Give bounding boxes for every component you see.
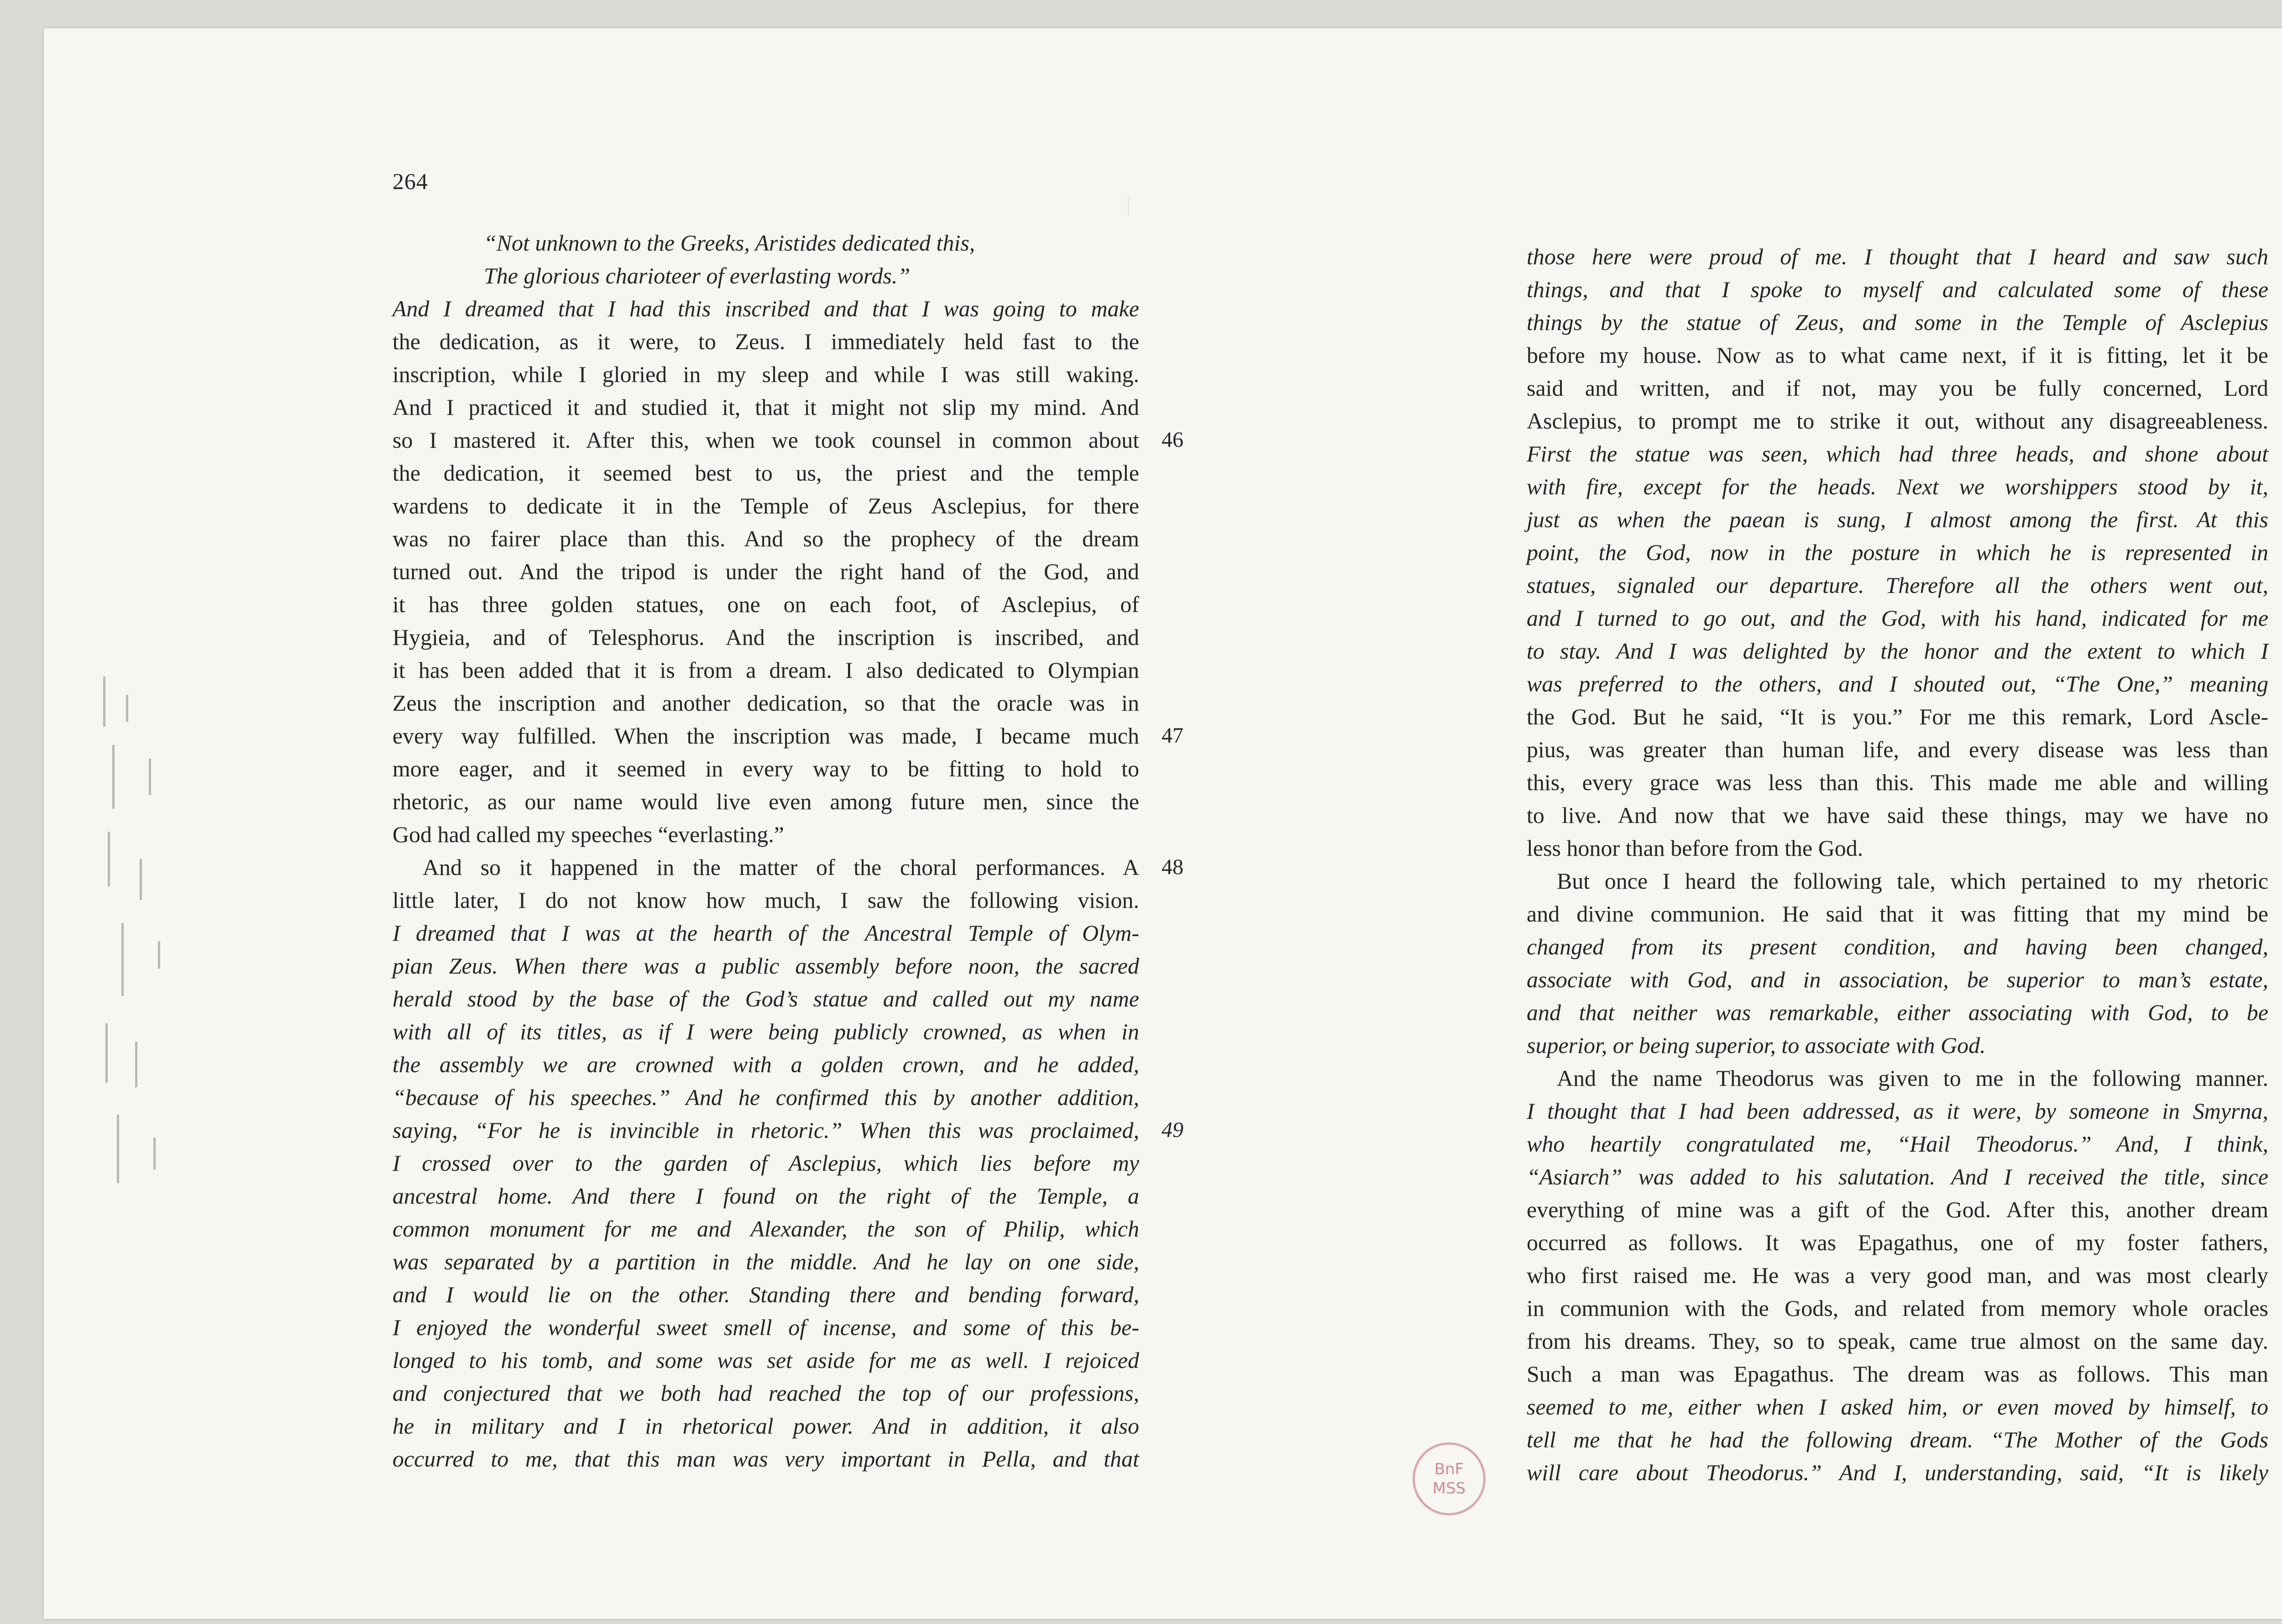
text-line: The glorious charioteer of everlasting words.”: [484, 263, 911, 288]
text-line: less honor than before from the God.: [1527, 835, 1863, 861]
text-line: the dedication, as it were, to Zeus. I immediately held fast to the: [393, 329, 1139, 354]
text-line: the dedication, it seemed best to us, the priest and the temple: [393, 460, 1139, 486]
text-line: things by the statue of Zeus, and some in the Temple of Asclepius: [1527, 309, 2268, 335]
text-line: rhetoric, as our name would live even among future men, since the: [393, 789, 1139, 814]
text-line: and conjectured that we both had reached the top of our professions,: [393, 1380, 1139, 1406]
stamp-line-2: MSS: [1432, 1479, 1466, 1498]
text-line: Such a man was Epagathus. The dream was as follows. This man: [1527, 1361, 2268, 1387]
text-line: Asclepius, to prompt me to strike it out, without any disagreeableness.: [1527, 408, 2268, 434]
left-page-number: 264: [393, 168, 428, 194]
text-line: before my house. Now as to what came next, if it is fitting, let it be: [1527, 342, 2268, 368]
right-page-text: [1527, 240, 2268, 1489]
text-line: I dreamed that I was at the hearth of the Ancestral Temple of Olym-: [393, 920, 1139, 946]
text-line: turned out. And the tripod is under the right hand of the God, and: [393, 559, 1139, 584]
text-line: “Not unknown to the Greeks, Aristides dedicated this,: [484, 230, 975, 256]
text-line: I thought that I had been addressed, as it were, by someone in Smyrna,: [1527, 1098, 2268, 1124]
text-line: everything of mine was a gift of the God. After this, another dream: [1527, 1197, 2268, 1222]
text-line: it has been added that it is from a dream. I also dedicated to Olympian: [393, 657, 1139, 683]
text-line: pian Zeus. When there was a public assembly before noon, the sacred: [393, 953, 1139, 979]
text-line: common monument for me and Alexander, the son of Philip, which: [393, 1216, 1139, 1242]
edge-marks: [94, 667, 185, 1261]
text-line: Hygieia, and of Telesphorus. And the inscription is inscribed, and: [393, 624, 1139, 650]
left-page-text: [393, 226, 1139, 1475]
section-number: 47: [1162, 723, 1183, 748]
text-line: the assembly we are crowned with a golden crown, and he added,: [393, 1052, 1139, 1077]
text-line: God had called my speeches “everlasting.”: [393, 822, 784, 847]
text-line: ancestral home. And there I found on the right of the Temple, a: [393, 1183, 1139, 1209]
text-line: pius, was greater than human life, and every disease was less than: [1527, 737, 2268, 762]
text-line: to live. And now that we have said these things, may we have no: [1527, 802, 2268, 828]
text-line: longed to his tomb, and some was set aside for me as well. I rejoiced: [393, 1347, 1139, 1373]
text-line: will care about Theodorus.” And I, understanding, said, “It is likely: [1527, 1460, 2268, 1485]
text-line: And I dreamed that I had this inscribed and that I was going to make: [393, 296, 1139, 321]
text-line: the God. But he said, “It is you.” For me this remark, Lord Ascle-: [1527, 704, 2268, 729]
text-line: those here were proud of me. I thought that I heard and saw such: [1527, 244, 2268, 269]
text-line: seemed to me, either when I asked him, or even moved by himself, to: [1527, 1394, 2268, 1420]
text-line: every way fulfilled. When the inscription was made, I became much: [393, 723, 1139, 749]
text-line: more eager, and it seemed in every way to be fitting to hold to: [393, 756, 1139, 781]
text-line: just as when the paean is sung, I almost among the first. At this: [1527, 507, 2268, 532]
gutter-rule: [1128, 197, 1129, 215]
text-line: in communion with the Gods, and related from memory whole oracles: [1527, 1295, 2268, 1321]
text-line: it has three golden statues, one on each foot, of Asclepius, of: [393, 592, 1139, 617]
text-line: said and written, and if not, may you be fully concerned, Lord: [1527, 375, 2268, 401]
text-line: “Asiarch” was added to his salutation. And I received the title, since: [1527, 1164, 2268, 1189]
text-line: First the statue was seen, which had three heads, and shone about: [1527, 441, 2268, 466]
text-line: associate with God, and in association, be superior to man’s estate,: [1527, 967, 2268, 992]
text-line: saying, “For he is invincible in rhetoric.” When this was proclaimed,: [393, 1117, 1139, 1143]
section-number: 46: [1162, 428, 1183, 452]
text-line: so I mastered it. After this, when we took counsel in common about: [393, 427, 1139, 453]
text-line: And so it happened in the matter of the choral performances. A: [423, 854, 1139, 880]
text-line: little later, I do not know how much, I saw the following vision.: [393, 887, 1139, 913]
text-line: superior, or being superior, to associate with God.: [1527, 1032, 1986, 1058]
text-line: things, and that I spoke to myself and calculated some of these: [1527, 277, 2268, 302]
text-line: occurred to me, that this man was very important in Pella, and that: [393, 1446, 1139, 1472]
text-line: herald stood by the base of the God’s statue and called out my name: [393, 986, 1139, 1011]
text-line: with all of its titles, as if I were being publicly crowned, as when in: [393, 1019, 1139, 1044]
text-line: this, every grace was less than this. This made me able and willing: [1527, 770, 2268, 795]
section-number: 49: [1162, 1118, 1183, 1142]
text-line: I enjoyed the wonderful sweet smell of incense, and some of this be-: [393, 1315, 1139, 1340]
text-line: changed from its present condition, and having been changed,: [1527, 934, 2268, 959]
text-line: who first raised me. He was a very good man, and was most clearly: [1527, 1263, 2268, 1288]
text-line: with fire, except for the heads. Next we worshippers stood by it,: [1527, 474, 2268, 499]
text-line: and I would lie on the other. Standing there and bending forward,: [393, 1282, 1139, 1307]
text-line: occurred as follows. It was Epagathus, one of my foster fathers,: [1527, 1230, 2268, 1255]
section-number: 48: [1162, 855, 1183, 879]
text-line: inscription, while I gloried in my sleep and while I was still waking.: [393, 361, 1139, 387]
text-line: and I turned to go out, and the God, with his hand, indicated for me: [1527, 605, 2268, 631]
text-line: And I practiced it and studied it, that it might not slip my mind. And: [393, 394, 1139, 420]
stamp-line-1: BnF: [1434, 1460, 1464, 1478]
text-line: was separated by a partition in the middle. And he lay on one side,: [393, 1249, 1139, 1274]
text-line: statues, signaled our departure. Therefore all the others went out,: [1527, 572, 2268, 598]
library-stamp: [1413, 1442, 1486, 1515]
text-line: he in military and I in rhetorical power. And in addition, it also: [393, 1413, 1139, 1439]
text-line: point, the God, now in the posture in which he is represented in: [1527, 540, 2268, 565]
text-line: from his dreams. They, so to speak, came true almost on the same day.: [1527, 1328, 2268, 1354]
text-line: was no fairer place than this. And so the prophecy of the dream: [393, 526, 1139, 551]
text-line: And the name Theodorus was given to me in the following manner.: [1557, 1065, 2268, 1091]
text-line: tell me that he had the following dream. “The Mother of the Gods: [1527, 1427, 2268, 1452]
text-line: wardens to dedicate it in the Temple of Zeus Asclepius, for there: [393, 493, 1139, 519]
text-line: and that neither was remarkable, either associating with God, to be: [1527, 1000, 2268, 1025]
text-line: to stay. And I was delighted by the honor and the extent to which I: [1527, 638, 2268, 664]
text-line: I crossed over to the garden of Asclepius, which lies before my: [393, 1150, 1139, 1176]
text-line: Zeus the inscription and another dedication, so that the oracle was in: [393, 690, 1139, 716]
text-line: and divine communion. He said that it was fitting that my mind be: [1527, 901, 2268, 927]
text-line: was preferred to the others, and I shouted out, “The One,” meaning: [1527, 671, 2268, 697]
text-line: who heartily congratulated me, “Hail Theodorus.” And, I think,: [1527, 1131, 2268, 1157]
text-line: “because of his speeches.” And he confirmed this by another addition,: [393, 1084, 1139, 1110]
text-line: But once I heard the following tale, which pertained to my rhetoric: [1557, 868, 2268, 894]
